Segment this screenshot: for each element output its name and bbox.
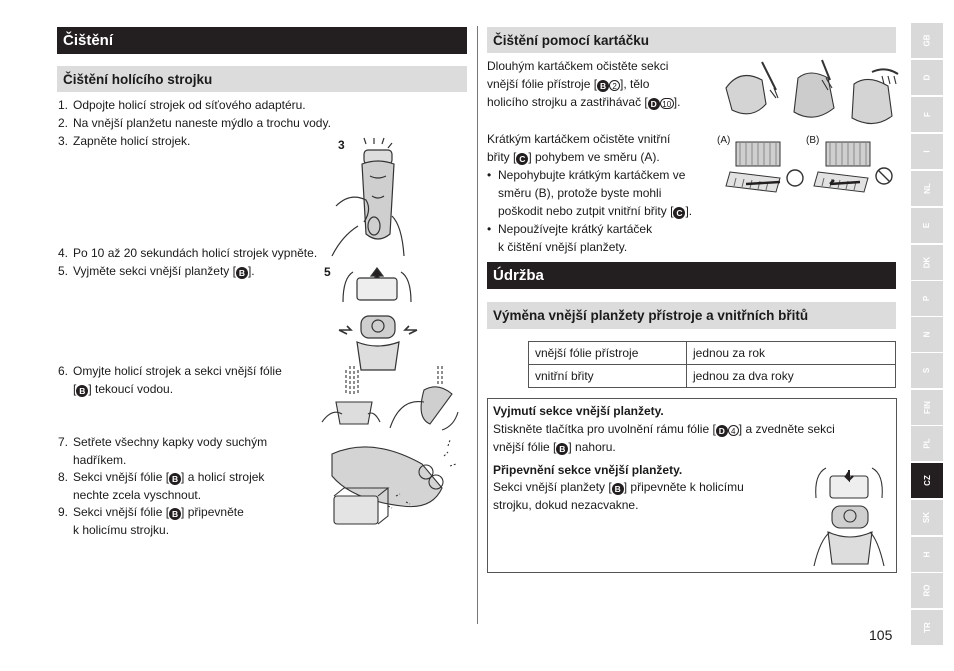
brush-paragraph-1: Dlouhým kartáčkem očistěte sekci vnější fólie přístroje [ B 2 ], tělo holicího strojku a zastřihávač [ D 10 ]. [487,59,681,109]
figure-3-shaver-soap-illustration [330,136,410,258]
table-cell-interval: jednou za rok [687,342,896,365]
figure-5-label: 5 [324,265,331,279]
part-d-icon: D [648,98,660,110]
language-tab-h[interactable]: H [911,537,943,572]
section-title-maintenance: Údržba [487,262,896,289]
figure-label-b: (B) [806,135,820,146]
language-tab-pl[interactable]: PL [911,426,943,461]
page-number: 105 [869,627,893,643]
brush-paragraph-2: Krátkým kartáčkem očistěte vnitřní břity [ C ] pohybem ve směru (A). [487,132,671,164]
removal-title: Vyjmutí sekce vnější planžety. [493,404,664,418]
figure-6-rinse-illustration [320,362,462,432]
number-10-icon: 10 [660,98,674,109]
step-6: 6. Omyjte holicí strojek a sekci vnější fólie [ B ] tekoucí vodou. [58,364,282,396]
part-d-icon: D [716,425,728,437]
figure-3-label: 3 [338,138,345,152]
figure-long-brush-illustration [722,58,900,132]
figure-short-brush-direction-illustration [722,138,898,200]
table-cell-part: vnitřní břity [529,365,687,388]
part-b-icon: B [169,473,181,485]
column-divider [477,26,478,624]
language-tab-nl[interactable]: NL [911,171,943,206]
language-tab-s[interactable]: S [911,353,943,388]
language-tab-cz-active[interactable]: CZ [911,463,943,498]
step-5: 5. Vyjměte sekci vnější planžety [ B ]. [58,264,255,278]
figure-attach-foil-illustration [808,462,890,568]
figure-5-remove-foil-illustration [335,262,421,372]
removal-text: Stiskněte tlačítka pro uvolnění rámu fólie [ D 4 ] a zvedněte sekci vnější fólie [ B ] nahoru. [493,422,835,454]
part-b-icon: B [76,385,88,397]
number-2-icon: 2 [609,80,620,91]
language-tab-sk[interactable]: SK [911,500,943,535]
step-3: 3. Zapněte holicí strojek. [58,134,191,148]
part-b-icon: B [556,443,568,455]
language-tab-n[interactable]: N [911,317,943,352]
subsection-title-brush-cleaning: Čištění pomocí kartáčku [487,27,896,53]
subsection-title-replacement: Výměna vnější planžety přístroje a vnitřních břitů [487,302,896,329]
language-tab-i[interactable]: I [911,134,943,169]
figure-7-9-drying-illustration [326,436,458,534]
figure-label-a: (A) [717,135,731,146]
step-8: 8. Sekci vnější fólie [ B ] a holicí strojek nechte zcela vyschnout. [58,470,265,502]
replacement-interval-table [528,341,896,388]
language-tab-fin[interactable]: FIN [911,390,943,425]
language-tab-e[interactable]: E [911,208,943,243]
table-row [529,365,896,388]
part-b-icon: B [169,508,181,520]
step-4: 4. Po 10 až 20 sekundách holicí strojek vypněte. [58,246,318,260]
table-cell-interval: jednou za dva roky [687,365,896,388]
step-2: 2. Na vnější planžetu naneste mýdlo a trochu vody. [58,116,331,130]
subsection-title-cleaning-shaver: Čištění holícího strojku [57,66,467,92]
brush-bullet-list: • Nepohybujte krátkým kartáčkem ve směru (B), protože byste mohli poškodit nebo zutpit vnitřní břity [ C ]. • Nepoužívejte krátký kartáček k čištění vnější planžety. [487,168,693,254]
table-cell-part: vnější fólie přístroje [529,342,687,365]
part-b-icon: B [236,267,248,279]
part-b-icon: B [612,483,624,495]
attach-title: Připevnění sekce vnější planžety. [493,463,683,477]
attach-text: Sekci vnější planžety [ B ] připevněte k holicímu strojku, dokud nezacvakne. [493,480,744,512]
language-tab-tr[interactable]: TR [911,610,943,645]
language-tab-dk[interactable]: DK [911,245,943,280]
table-row [529,342,896,365]
part-c-icon: C [516,153,528,165]
section-title-cleaning: Čištění [57,27,467,54]
step-9: 9. Sekci vnější fólie [ B ] připevněte k holicímu strojku. [58,505,244,537]
step-7: 7. Setřete všechny kapky vody suchým hadříkem. [58,435,268,467]
language-tab-ro[interactable]: RO [911,573,943,608]
part-c-icon: C [673,207,685,219]
language-tab-f[interactable]: F [911,97,943,132]
number-4-icon: 4 [728,425,739,436]
language-tab-p[interactable]: P [911,281,943,316]
part-b-icon: B [597,80,609,92]
language-tab-gb[interactable]: GB [911,23,943,58]
step-1: 1. Odpojte holicí strojek od síťového adaptéru. [58,98,306,112]
language-tab-d[interactable]: D [911,60,943,95]
